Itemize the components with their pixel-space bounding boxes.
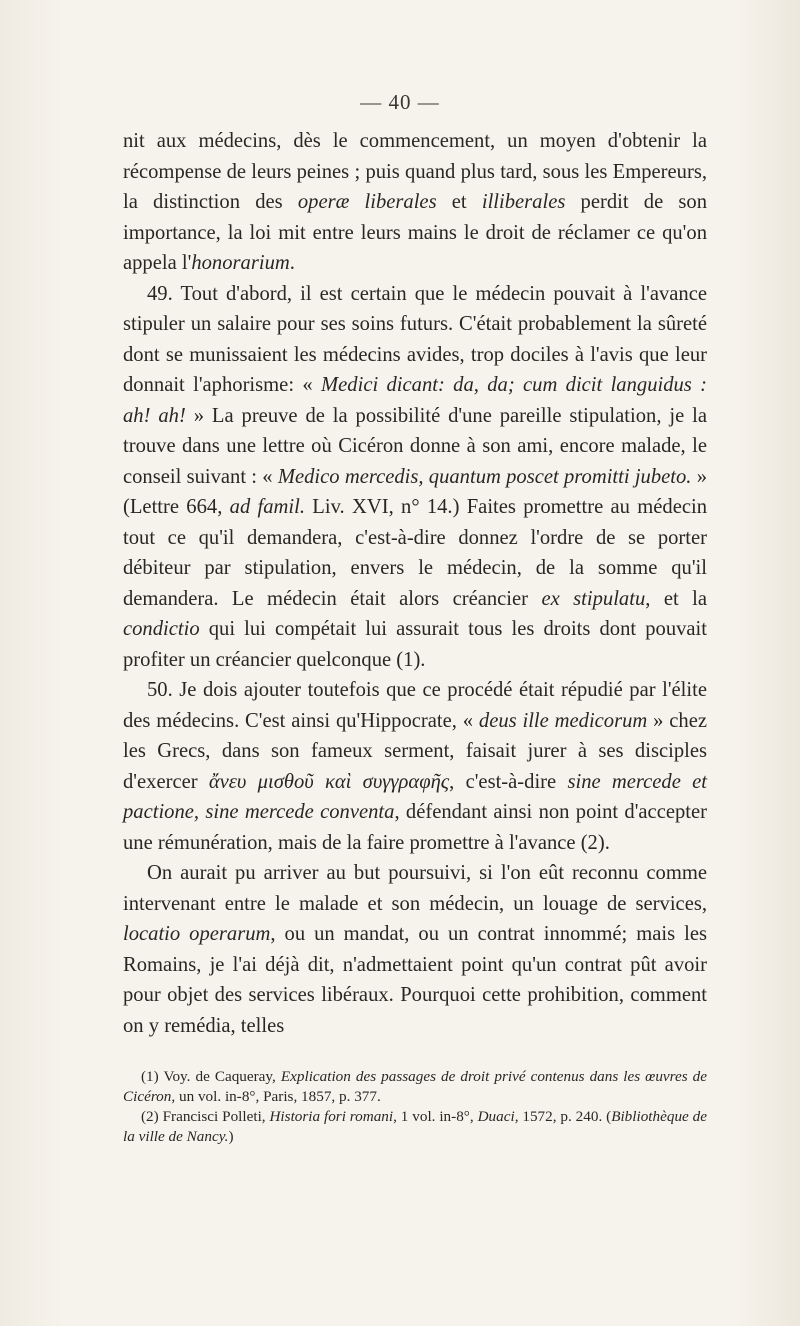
italic-run: condictio [123,618,200,640]
italic-run: ad famil. [229,496,306,518]
text-run: » La preuve de la possibilité d'une pareille stipulation, je la trouve dans une lettre où Cicéron donne à son ami, encore malade, le conseil suivant : « [123,404,707,488]
text-run: » (Lettre 664, [123,465,707,518]
text-run: , 1 vol. in-8°, [393,1108,478,1125]
text-run: 50. Je dois ajouter toutefois que ce procédé était répudié par l'élite des médecins. C'est ainsi qu'Hippocrate, « [123,679,707,732]
text-run: perdit de son importance, la loi mit entre leurs mains le droit de réclamer ce qu'on appela l' [123,191,708,274]
italic-run: locatio operarum [123,923,271,945]
text-run: , 1572, p. 240. ( [514,1108,612,1125]
text-run: , défendant ainsi non point d'accepter une rémunération, mais de la faire promettre à l'avance (2). [123,801,707,854]
text-run: , c'est-à-dire [449,770,568,793]
text-run: » chez les Grecs, dans son fameux serment, faisait jurer à ses disciples d'exercer [123,709,707,793]
text-run: (1) Voy. de Caqueray, [141,1068,281,1085]
text-run: qui lui compétait lui assurait tous les droits dont pouvait profiter un créancier quelconque (1). [123,618,707,671]
italic-run: operæ liberales [297,191,437,213]
italic-run: Medico mercedis, quantum poscet promitti jubeto. [277,465,692,488]
footnote [123,1067,707,1107]
text-run: , et la [645,587,707,610]
italic-run: Bibliothèque de la ville de Nancy. [123,1108,708,1145]
italic-run: ex stipulatu [541,587,646,610]
page-body [123,126,707,1041]
text-run: On aurait pu arriver au but poursuivi, si l'on eût reconnu comme intervenant entre le malade et son médecin, un louage de services, [123,862,707,915]
text-run: (2) Francisci Polleti, [141,1108,270,1125]
footnote [123,1107,707,1147]
text-run: et [436,191,482,213]
page-number: — 40 — [360,90,440,114]
text-run: nit aux médecins, dès le commencement, un moyen d'obtenir la récompense de leurs peines ; puis quand plus tard, sous les Empereurs, la distinction des [123,130,707,213]
italic-run: Duaci [477,1108,515,1125]
text-run: , un vol. in-8°, Paris, 1857, p. 377. [171,1088,381,1105]
footnotes [123,1067,707,1147]
text-run: Liv. XVI, n° 14.) Faites promettre au médecin tout ce qu'il demandera, c'est-à-dire donnez l'ordre de se porter débiteur par stipulation, envers le médecin, de la somme qu'il demandera. Le médecin était alors créancier [123,496,708,610]
italic-run: ἄνευ μισθοῦ καὶ συγγραφῆς [208,770,450,793]
italic-run: Historia fori romani [269,1108,394,1125]
text-run: ) [228,1128,234,1145]
paragraph [123,675,707,858]
italic-run: Explication des passages de droit privé contenus dans les œuvres de Cicéron [123,1068,708,1105]
paragraph [123,126,707,279]
italic-run: illiberales [481,191,566,213]
italic-run: sine mercede et pactione, sine mercede conventa [123,770,707,823]
paragraph [123,279,707,676]
text-run: . [289,252,295,274]
paragraph [123,858,707,1041]
italic-run: deus ille medicorum [478,709,648,732]
text-run: 49. Tout d'abord, il est certain que le médecin pouvait à l'avance stipuler un salaire pour ses soins futurs. C'était probablement la sûreté dont se munissaient les médecins avides, trop dociles à l'avis que leur donnait l'aphorisme: « [123,282,707,396]
italic-run: Medici dicant: da, da; cum dicit languidus : ah! ah! [123,374,708,427]
italic-run: honorarium [191,252,290,274]
text-run: , ou un mandat, ou un contrat innommé; mais les Romains, je l'ai déjà dit, n'admettaient point qu'un contrat pût avoir pour objet des services libéraux. Pourquoi cette prohibition, comment on y remédia, telles [123,923,707,1037]
